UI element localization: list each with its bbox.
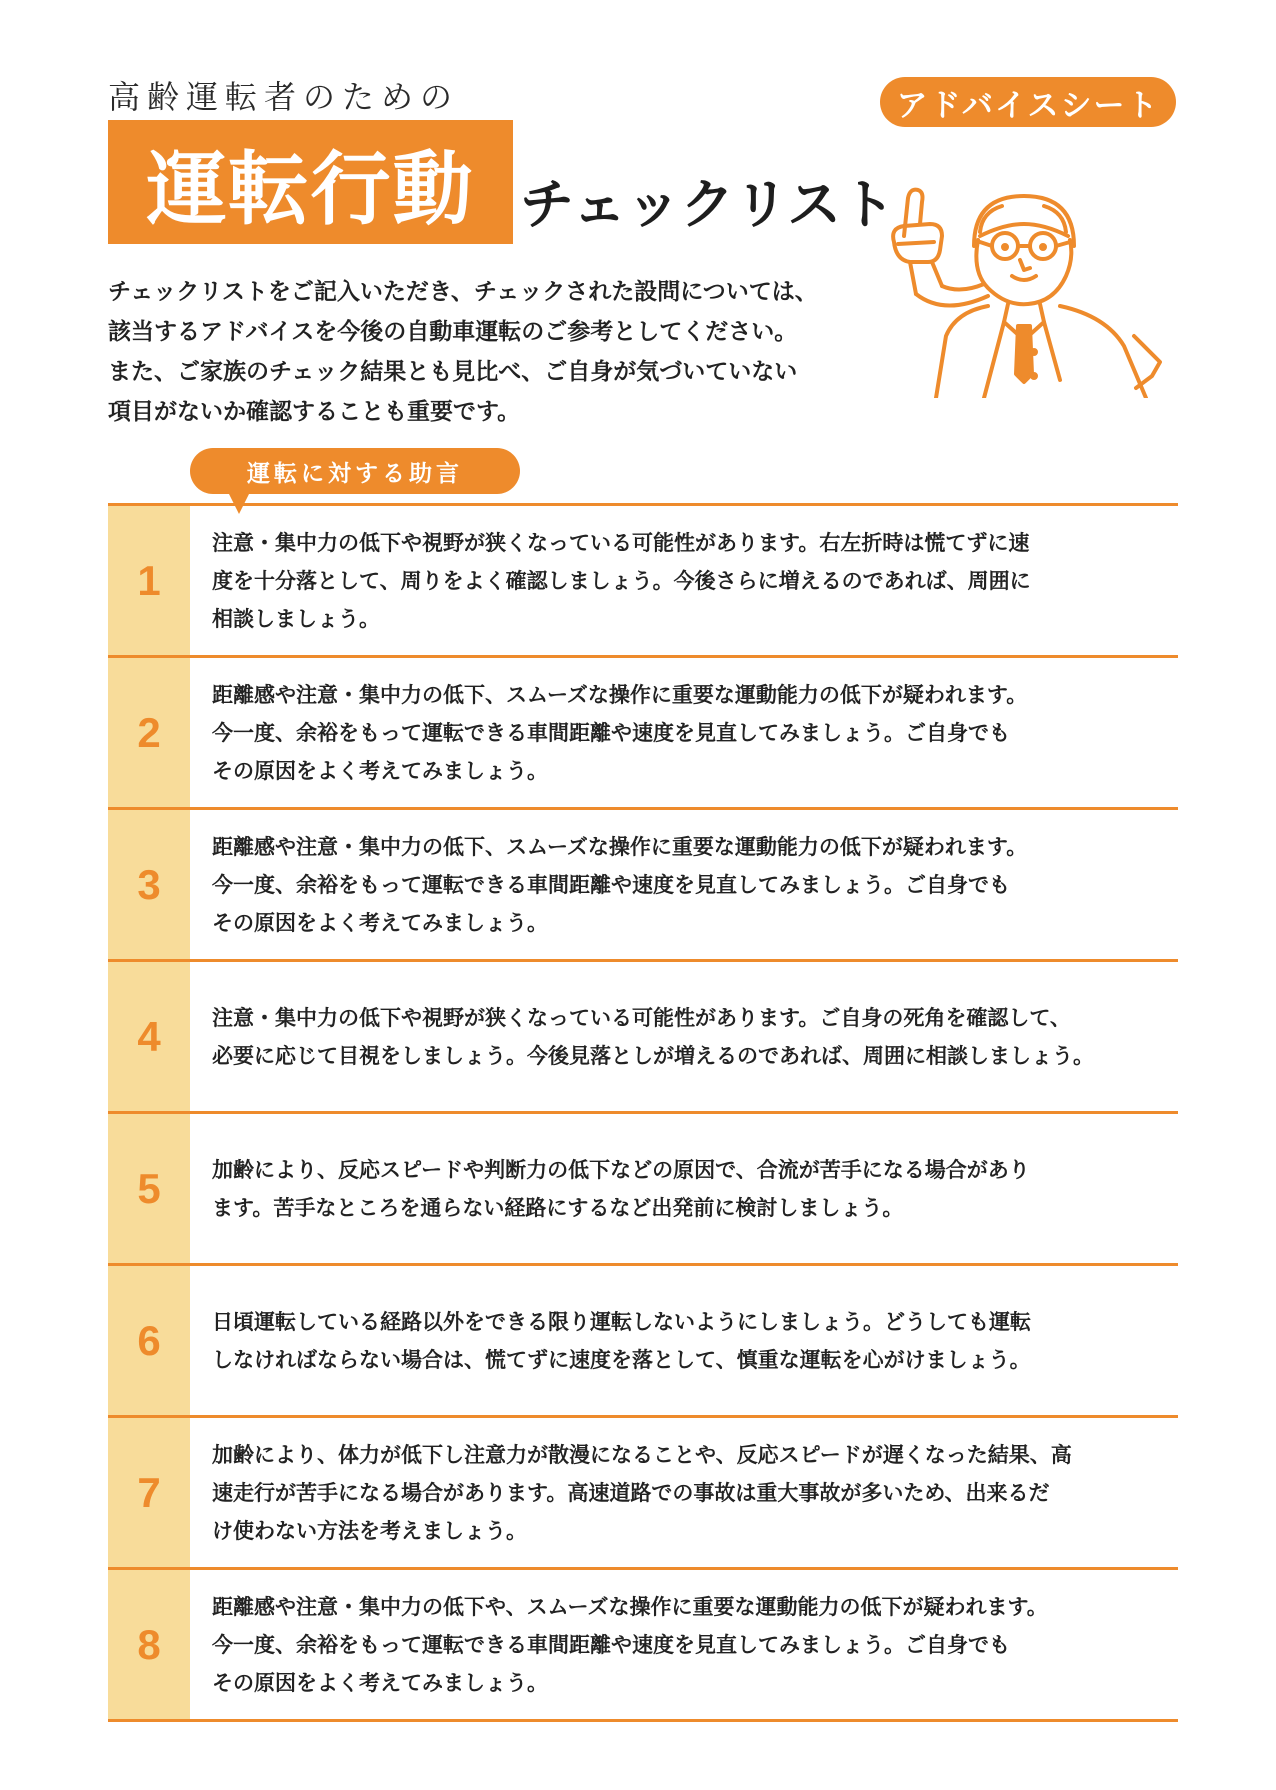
advice-line: 注意・集中力の低下や視野が狭くなっている可能性があります。右左折時は慌てずに速 [212,530,1030,555]
advice-line: 今一度、余裕をもって運転できる車間距離や速度を見直してみましょう。ご自身でも [212,720,1010,745]
advice-number: 4 [108,962,190,1111]
advice-text [190,1418,1178,1567]
advice-line: 今一度、余裕をもって運転できる車間距離や速度を見直してみましょう。ご自身でも [212,1632,1010,1657]
advice-text [190,506,1178,655]
title-banner [108,120,513,244]
advice-line: 加齢により、体力が低下し注意力が散漫になることや、反応スピードが遅くなった結果、高 [212,1442,1072,1467]
intro-line: また、ご家族のチェック結果とも見比べ、ご自身が気づいていない [108,359,798,385]
advice-line: ます。苦手なところを通らない経路にするなど出発前に検討しましょう。 [212,1195,904,1220]
advice-row-4 [108,959,1178,1111]
advice-line: 距離感や注意・集中力の低下、スムーズな操作に重要な運動能力の低下が疑われます。 [212,682,1028,707]
advice-line: 相談しましょう。 [212,606,380,631]
advice-row-1 [108,503,1178,655]
advice-line: け使わない方法を考えましょう。 [212,1518,527,1543]
advice-line: 距離感や注意・集中力の低下や、スムーズな操作に重要な運動能力の低下が疑われます。 [212,1594,1048,1619]
advice-number: 1 [108,506,190,655]
advice-number: 5 [108,1114,190,1263]
intro-line: 項目がないか確認することも重要です。 [108,399,521,425]
intro-line: 該当するアドバイスを今後の自動車運転のご参考としてください。 [108,319,798,345]
advice-line: 日頃運転している経路以外をできる限り運転しないようにしましょう。どうしても運転 [212,1309,1031,1334]
advice-row-8 [108,1567,1178,1722]
advice-line: その原因をよく考えてみましょう。 [212,910,548,935]
advice-line: 必要に応じて目視をしましょう。今後見落としが増えるのであれば、周囲に相談しましょう。 [212,1043,1094,1068]
advice-text [190,810,1178,959]
advice-number: 2 [108,658,190,807]
advice-line: 注意・集中力の低下や視野が狭くなっている可能性があります。ご自身の死角を確認して、 [212,1005,1071,1030]
advice-row-5 [108,1111,1178,1263]
advice-number: 6 [108,1266,190,1415]
advice-sheet-badge: アドバイスシート [880,77,1176,127]
page-subtitle: 高齢運転者のための [108,78,460,116]
advice-line: 今一度、余裕をもって運転できる車間距離や速度を見直してみましょう。ご自身でも [212,872,1010,897]
advice-line: その原因をよく考えてみましょう。 [212,758,548,783]
advice-line: 距離感や注意・集中力の低下、スムーズな操作に重要な運動能力の低下が疑われます。 [212,834,1028,859]
advice-text [190,658,1178,807]
advice-callout: 運転に対する助言 [190,448,520,494]
advice-line: 速走行が苦手になる場合があります。高速道路での事故は重大事故が多いため、出来るだ [212,1480,1050,1505]
advice-line: しなければならない場合は、慌てずに速度を落として、慎重な運転を心がけましょう。 [212,1347,1031,1372]
advice-text [190,962,1178,1111]
advice-line: 加齢により、反応スピードや判断力の低下などの原因で、合流が苦手になる場合があり [212,1157,1030,1182]
advice-number: 7 [108,1418,190,1567]
advice-row-6 [108,1263,1178,1415]
advice-text [190,1570,1178,1719]
advice-number: 8 [108,1570,190,1719]
intro-paragraph [108,272,888,432]
advice-number: 3 [108,810,190,959]
intro-line: チェックリストをご記入いただき、チェックされた設問については、 [108,279,818,305]
pointing-doctor-illustration [884,176,1176,398]
advice-line: その原因をよく考えてみましょう。 [212,1670,548,1695]
page-title: 運転行動 [146,142,475,236]
advice-row-2 [108,655,1178,807]
advice-text [190,1114,1178,1263]
advice-row-7 [108,1415,1178,1567]
advice-row-3 [108,807,1178,959]
page-title-suffix: チェックリスト [520,173,896,236]
advice-list [108,503,1178,1722]
advice-text [190,1266,1178,1415]
advice-line: 度を十分落として、周りをよく確認しましょう。今後さらに増えるのであれば、周囲に [212,568,1031,593]
